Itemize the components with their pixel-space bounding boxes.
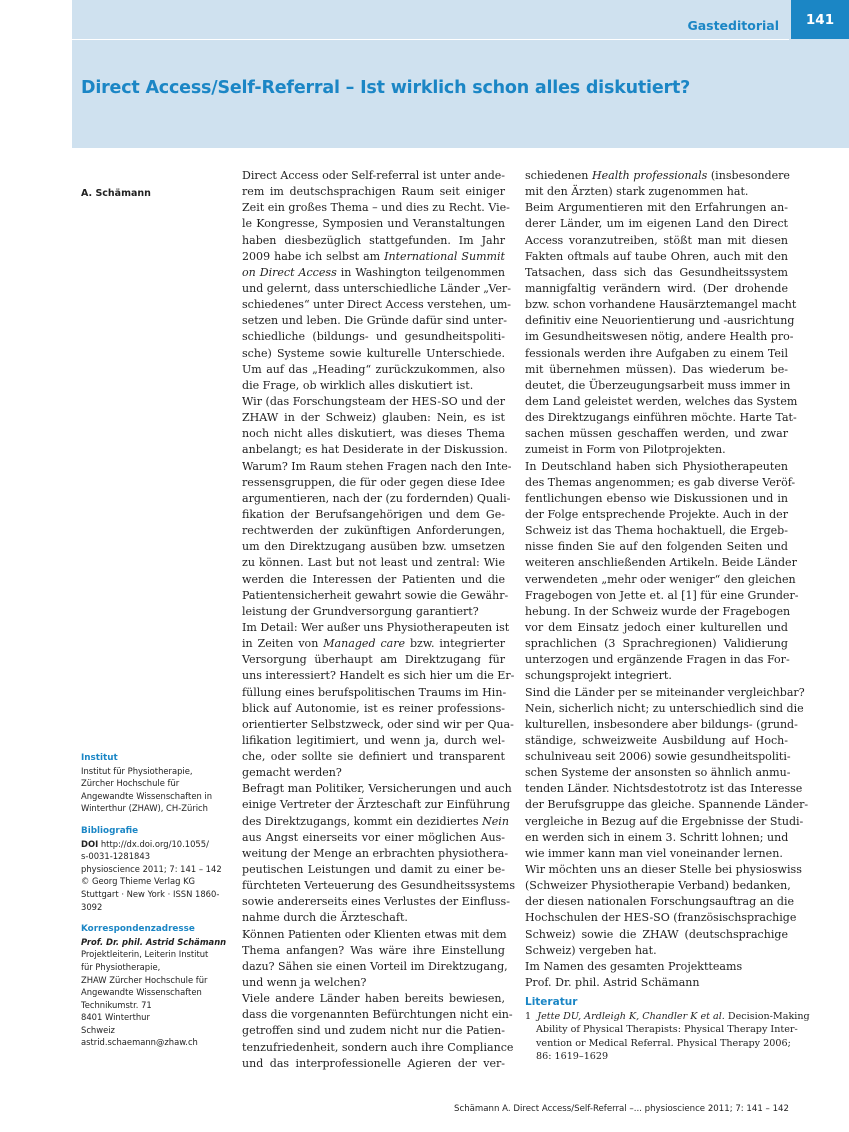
text-line: Direct Access oder Self-referral ist unter ande- (242, 169, 506, 182)
reference-line: Ability of Physical Therapists: Physical Therapy Inter- (536, 1024, 798, 1036)
text-line: Sind die Länder per se miteinander vergleichbar? (525, 685, 805, 699)
institut-heading: Institut (81, 753, 118, 763)
text-line: bzw. schon vorhandene Hausärztemangel macht (525, 298, 797, 312)
text-line: Thema anfangen? Was wäre ihre Einstellung (242, 943, 505, 957)
bibliografie-line: Stuttgart · New York · ISSN 1860- (81, 888, 220, 899)
reference-line (525, 1010, 810, 1023)
reference-number: 1 (525, 1011, 532, 1023)
text-line: sche) Systeme sowie kulturelle Unterschiede. (242, 346, 505, 360)
text-line: dem Land geleistet werden, welches das System (525, 394, 798, 408)
text-line: des Direktzugangs, kommt ein dezidiertes Nein (242, 814, 509, 828)
reference-item (525, 1010, 810, 1063)
text-line: kulturellen, insbesondere aber bildungs- (grund- (525, 717, 798, 731)
text-line: Befragt man Politiker, Versicherungen und auch (242, 782, 512, 796)
text-line: peutischen Leistungen und damit zu einer be- (242, 863, 505, 877)
text-line: Beim Argumentieren mit den Erfahrungen an- (525, 201, 788, 215)
article-info-sidebar (81, 752, 231, 1059)
text-line: definitiv eine Neuorientierung und -ausrichtung (525, 314, 795, 328)
page-footer: Schämann A. Direct Access/Self-Referral –... physioscience 2011; 7: 141 – 142 (454, 1104, 789, 1114)
institut-line: Zürcher Hochschule für (81, 778, 180, 789)
text-line: weitung der Menge an erbrachten physiothera- (242, 846, 509, 860)
reference-line: 86: 1619–1629 (536, 1050, 609, 1062)
address-line: Schweiz (81, 1024, 115, 1035)
text-line: leistung der Grundversorgung garantiert? (242, 604, 479, 618)
text-line: der Berufsgruppe das gleiche. Spannende Länder- (525, 798, 809, 812)
text-line: In Deutschland haben sich Physiotherapeuten (525, 459, 788, 473)
text-line: (Schweizer Physiotherapie Verband) bedanken, (525, 879, 791, 893)
institut-line: Winterthur (ZHAW), CH-Zürich (81, 803, 208, 814)
text-line: dazu? Sähen sie einen Vorteil im Direktzugang, (242, 959, 508, 973)
text-line: Versorgung überhaupt am Direktzugang für (242, 653, 505, 667)
text-line: sachen müssen geschaffen werden, und zwar (525, 427, 788, 441)
text-line: Zeit ein großes Thema – und dies zu Recht. Vie- (242, 201, 510, 215)
text-line: 2009 habe ich selbst am International Summit (242, 249, 505, 263)
text-line: der Folge entsprechende Projekte. Auch in der (525, 507, 788, 521)
text-line: Tatsachen, dass sich das Gesundheitssystem (525, 265, 788, 279)
text-line: noch nicht alles diskutiert, was dieses Thema (242, 427, 505, 441)
text-line: in Zeiten von Managed care bzw. integrierter (242, 637, 506, 651)
text-line: Können Patienten oder Klienten etwas mit dem (242, 927, 507, 941)
bibliografie-line: 3092 (81, 901, 103, 912)
text-line: dass die vorgenannten Befürchtungen nicht ein- (242, 1008, 513, 1022)
text-line: uns interessiert? Handelt es sich hier um die Er- (242, 669, 515, 683)
text-line: die Frage, ob wirklich alles diskutiert ist. (242, 378, 474, 392)
text-line: derer Länder, um im eigenen Land den Direct (525, 217, 788, 231)
text-line: Im Namen des gesamten Projektteams (525, 959, 743, 973)
text-line: weiteren anschließenden Artikeln. Beide Länder (525, 556, 797, 570)
text-line: und gelernt, dass unterschiedliche Länder „Ver- (242, 281, 511, 295)
text-line: le Kongresse, Symposien und Veranstaltungen (242, 217, 505, 231)
text-line: fürchteten Verteuerung des Gesundheitssystems (242, 879, 515, 893)
address-line: 8401 Winterthur (81, 1012, 150, 1023)
bibliografie-block (81, 825, 231, 913)
text-line: Warum? Im Raum stehen Fragen nach den Inte- (242, 459, 512, 473)
text-line: sowie andererseits eines Verlustes der Einfluss- (242, 895, 510, 909)
page-number: 141 (791, 0, 849, 39)
text-line: vergleiche in Bezug auf die Ergebnisse der Studi- (525, 814, 804, 828)
text-line: des Direktzugangs einführen möchte. Harte Tat- (525, 411, 797, 425)
reference-authors: Jette DU, Ardleigh K, Chandler K et al. (537, 1011, 725, 1023)
text-line: aus Angst einerseits vor einer möglichen Aus- (242, 830, 505, 844)
text-line: fessionals werden ihre Aufgaben zu einem Teil (525, 346, 788, 360)
correspondent-name: Prof. Dr. phil. Astrid Schämann (81, 936, 227, 947)
text-line: schen Systeme der ansonsten so ähnlich anmu- (525, 766, 791, 780)
text-line: lifikation legitimiert, und wenn ja, durch wel- (242, 733, 505, 747)
body-column-1 (242, 168, 515, 1072)
bibliografie-line: © Georg Thieme Verlag KG (81, 876, 196, 887)
text-line: unterzogen und ergänzende Fragen in das For- (525, 653, 790, 667)
text-line: mit den Ärzten) stark zugenommen hat. (525, 185, 749, 199)
text-line: Fakten oftmals auf taube Ohren, auch mit den (525, 249, 788, 263)
text-line: Prof. Dr. phil. Astrid Schämann (525, 976, 700, 990)
bibliografie-heading: Bibliografie (81, 825, 139, 836)
doi-line (81, 838, 231, 851)
text-line: schiedenen Health professionals (insbesondere (525, 169, 790, 182)
text-line: rechtwerden der zukünftigen Anforderungen, (242, 524, 505, 538)
text-line: mannigfaltig verändern wird. (Der drohende (525, 281, 788, 295)
text-line: ständige, schweizweite Ausbildung auf Hoch- (525, 733, 788, 747)
text-line: anbelangt; es hat Desiderate in der Diskussion. (242, 443, 508, 457)
text-line: verwendeten „mehr oder weniger“ den gleichen (525, 572, 796, 586)
text-line: schungsprojekt integriert. (525, 669, 672, 683)
text-line: Im Detail: Wer außer uns Physiotherapeuten ist (242, 620, 510, 634)
text-line: on Direct Access in Washington teilgenommen (242, 265, 505, 279)
text-line: rem im deutschsprachigen Raum seit einiger (242, 185, 505, 199)
text-line: wie immer kann man viel voneinander lernen. (525, 846, 783, 860)
text-line: des Themas angenommen; es gab diverse Veröf- (525, 475, 796, 489)
address-line: ZHAW Zürcher Hochschule für (81, 974, 208, 985)
text-line: Wir möchten uns an dieser Stelle bei physioswiss (525, 863, 802, 877)
bibliografie-line: s-0031-1281843 (81, 851, 151, 862)
text-line: gemacht werden? (242, 766, 342, 780)
text-line: Viele andere Länder haben bereits bewiesen, (242, 992, 505, 1006)
text-line: haben diesbezüglich stattgefunden. Im Jahr (242, 233, 505, 247)
article-title: Direct Access/Self-Referral – Ist wirklich schon alles diskutiert? (81, 78, 691, 98)
text-line: Wir (das Forschungsteam der HES-SO und der (242, 394, 505, 408)
korrespondenz-block (81, 923, 231, 1049)
literatur-heading: Literatur (525, 996, 578, 1009)
text-line: werden die Interessen der Patienten und die (242, 572, 505, 586)
text-line: ressensgruppen, die für oder gegen diese Idee (242, 475, 505, 489)
text-line: Schweiz) vergeben hat. (525, 943, 657, 957)
text-line: Nein, sicherlich nicht; zu unterschiedlich sind die (525, 701, 804, 715)
text-line: und wenn ja welchen? (242, 976, 367, 990)
text-line: zu können. Last but not least und zentral: Wie (242, 556, 505, 570)
text-line: einige Vertreter der Ärzteschaft zur Einführung (242, 798, 511, 812)
text-line: der diesen nationalen Forschungsauftrag an die (525, 895, 795, 909)
institut-line: Institut für Physiotherapie, (81, 765, 193, 776)
text-line: tenzufriedenheit, sondern auch ihre Compliance (242, 1040, 514, 1054)
address-line: Technikumstr. 71 (81, 999, 152, 1010)
text-line: en werden sich in einem 3. Schritt lohnen; und (525, 830, 789, 844)
text-line: argumentieren, nach der (zu fordernden) Quali- (242, 491, 511, 505)
text-line: füllung eines berufspolitischen Traums im Hin- (242, 685, 507, 699)
doi-label: DOI (81, 838, 99, 849)
text-line: orientierter Selbstzweck, oder sind wir per Qua- (242, 717, 514, 731)
bibliografie-line: physioscience 2011; 7: 141 – 142 (81, 863, 222, 874)
header-divider (72, 39, 789, 40)
doi-link[interactable]: http://dx.doi.org/10.1055/ (98, 838, 209, 849)
text-line: schiedliche (bildungs- und gesundheitspoliti- (242, 330, 505, 344)
text-line: um den Direktzugang ausüben bzw. umsetzen (242, 540, 505, 554)
text-line: Schweiz ist das Thema hochaktuell, die Ergeb- (525, 524, 788, 538)
text-line: setzen und leben. Die Gründe dafür sind unter- (242, 314, 507, 328)
text-line: tenden Länder. Nichtsdestotrotz ist das Interesse (525, 782, 803, 796)
text-line: und das interprofessionelle Agieren der ver- (242, 1056, 505, 1070)
text-line: Schweiz) sowie die ZHAW (deutschsprachige (525, 927, 788, 941)
text-line: fikation der Berufsangehörigen und dem Ge- (242, 507, 505, 521)
text-line: mit übernehmen müssen). Das wiederum be- (525, 362, 788, 376)
body-column-2 (525, 168, 810, 1063)
text-line: Access voranzutreiben, stößt man mit diesen (525, 233, 788, 247)
text-line: blick auf Autonomie, ist es reiner professions- (242, 701, 505, 715)
text-line: che, oder sollte sie definiert und transparent (242, 750, 505, 764)
korrespondenz-heading: Korrespondenzadresse (81, 924, 195, 935)
institut-line: Angewandte Wissenschaften in (81, 790, 213, 801)
text-line: fentlichungen ebenso wie Diskussionen und in (525, 491, 788, 505)
text-line: ZHAW in der Schweiz) glauben: Nein, es ist (242, 411, 505, 425)
author-name: A. Schämann (81, 188, 151, 199)
text-line: Hochschulen der HES-SO (französischsprachige (525, 911, 797, 925)
text-line: vor dem Einsatz jedoch einer kulturellen und (525, 620, 788, 634)
text-line: hebung. In der Schweiz wurde der Fragebogen (525, 604, 791, 618)
address-line: Angewandte Wissenschaften (81, 987, 202, 998)
text-line: schulniveau seit 2006) sowie gesundheitspoliti- (525, 750, 791, 764)
text-line: im Gesundheitswesen nötig, andere Health pro- (525, 330, 794, 344)
text-line: nisse finden Sie auf den folgenden Seiten und (525, 540, 788, 554)
address-line: Projektleiterin, Leiterin Institut (81, 949, 209, 960)
text-line: Patientensicherheit gewahrt sowie die Gewähr- (242, 588, 509, 602)
text-line: schiedenes“ unter Direct Access verstehen, um- (242, 298, 512, 312)
text-line: sprachlichen (3 Sprachregionen) Validierung (525, 637, 788, 651)
text-line: Fragebogen von Jette et. al [1] für eine Grunder- (525, 588, 799, 602)
reference-line: vention or Medical Referral. Physical Therapy 2006; (536, 1037, 791, 1049)
section-label: Gasteditorial (687, 18, 779, 33)
address-line: für Physiotherapie, (81, 961, 161, 972)
text-line: Um auf das „Heading“ zurückzukommen, also (242, 362, 505, 376)
institut-block (81, 752, 231, 815)
reference-text: Decision-Making (724, 1011, 810, 1023)
text-line: nahme durch die Ärzteschaft. (242, 911, 408, 925)
text-line: deutet, die Überzeugungsarbeit muss immer in (525, 378, 791, 392)
text-line: zumeist in Form von Pilotprojekten. (525, 443, 726, 457)
email-link[interactable]: astrid.schaemann@zhaw.ch (81, 1037, 198, 1048)
text-line: getroffen sind und zudem nicht nur die Patien- (242, 1024, 505, 1038)
